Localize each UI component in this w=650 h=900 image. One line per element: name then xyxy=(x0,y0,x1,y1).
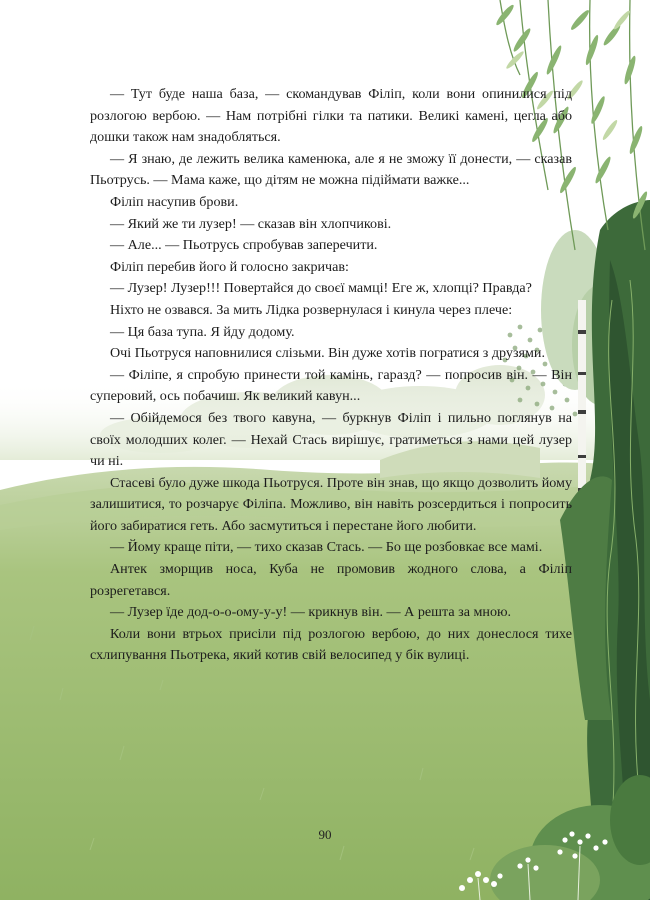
paragraph: Філіп насупив брови. xyxy=(110,193,239,210)
paragraph: Очі Пьотруся наповнилися слізьми. Він дуже хотів погратися з друзями. xyxy=(110,345,545,362)
paragraph: Ніхто не озвався. За мить Лідка розвернулася і кинула через плече: xyxy=(110,301,513,318)
paragraph: Антек зморщив носа, Куба не промовив жодного слова, а Філіп розрегетався. xyxy=(90,561,572,599)
paragraph: — Обійдемося без твого кавуна, — буркнув Філіп і пильно поглянув на своїх молодших колег. — Нехай Стась вирішує, гратиметься з нами цей лузер чи ні. xyxy=(90,409,572,470)
paragraph: Стасеві було дуже шкода Пьотруся. Проте він знав, що якщо дозволить йому залишитися, то розчарує Філіпа. Можливо, він навіть розсердиться і попросить його забиратися геть. Або засмутиться і перестане його любити. xyxy=(90,474,572,534)
story-text xyxy=(90,84,572,667)
paragraph: — Тут буде наша база, — скомандував Філіп, коли вони опинилися під розлогою вербою. — Нам потрібні гілки та патики. Великі камені, цегла або дошки також нам знадобляться. xyxy=(90,86,572,146)
paragraph: — Але... — Пьотрусь спробував заперечити. xyxy=(110,237,378,254)
paragraph: Філіп перебив його й голосно закричав: xyxy=(110,258,349,275)
paragraph: — Філіпе, я спробую принести той камінь, гаразд? — попросив він. — Він суперовий, ось побачиш. Як великий кавун... xyxy=(90,366,572,405)
page-number: 90 xyxy=(318,827,332,842)
paragraph: — Йому краще піти, — тихо сказав Стась. — Бо ще розбовкає все мамі. xyxy=(110,539,543,556)
paragraph: — Лузер їде дод-о-о-ому-у-у! — крикнув він. — А решта за мною. xyxy=(110,604,512,621)
paragraph: — Я знаю, де лежить велика каменюка, але я не зможу її донести, — сказав Пьотрусь. — Мама каже, що дітям не можна підіймати важке... xyxy=(90,150,572,189)
paragraph: — Який же ти лузер! — сказав він хлопчикові. xyxy=(110,215,392,232)
paragraph: — Лузер! Лузер!!! Повертайся до своєї мамці! Еге ж, хлопці? Правда? xyxy=(110,280,532,297)
paragraph: — Ця база тупа. Я йду додому. xyxy=(110,323,295,340)
paragraph: Коли вони втрьох присіли під розлогою вербою, до них донеслося тихе схлипування Пьотрека, який котив свій велосипед у бік вулиці. xyxy=(90,625,572,664)
